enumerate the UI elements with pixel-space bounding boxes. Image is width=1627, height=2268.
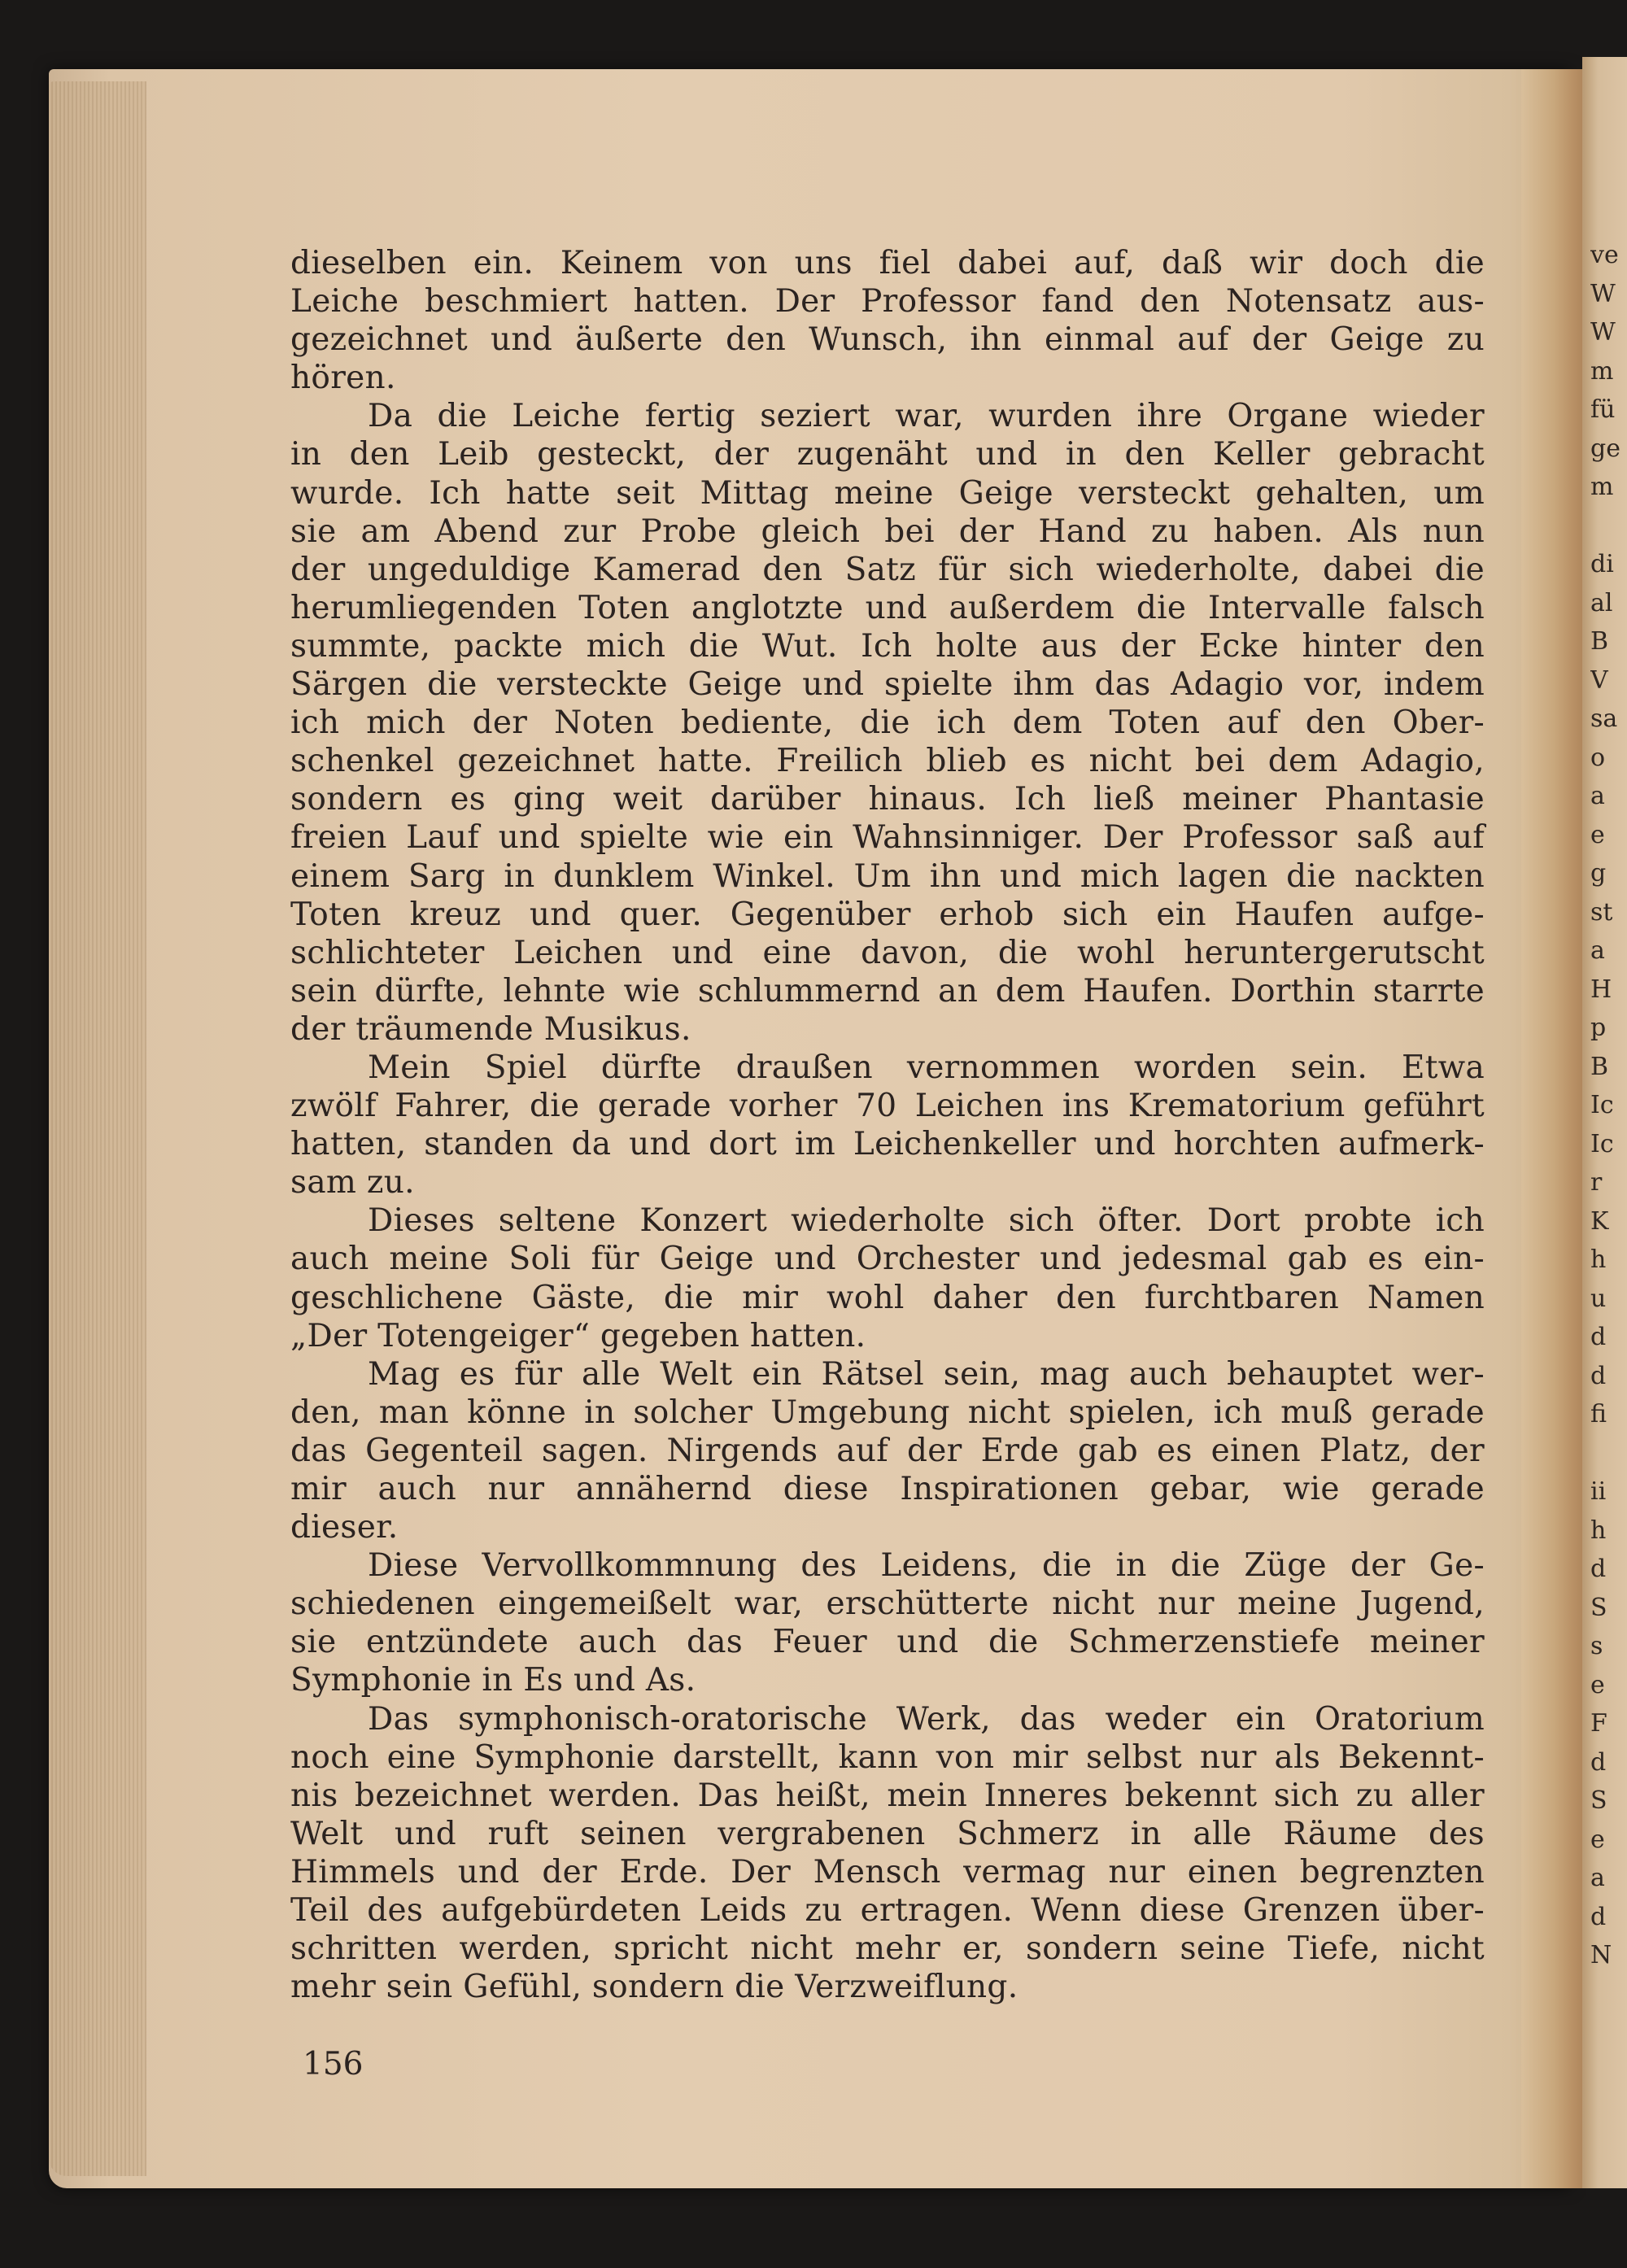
text-line: sam zu. bbox=[290, 1164, 415, 1202]
text-line: der ungeduldige Kamerad den Satz für sich wiederholte, dabei die bbox=[290, 551, 1485, 588]
next-page-fragment: e bbox=[1590, 820, 1605, 849]
text-line: Mein Spiel dürfte draußen vernommen worden sein. Etwa bbox=[368, 1049, 1485, 1086]
next-page-fragment: N bbox=[1590, 1941, 1612, 1969]
next-page-fragment: st bbox=[1590, 897, 1613, 927]
next-page-fragment: p bbox=[1590, 1014, 1607, 1042]
text-line: Särgen die versteckte Geige und spielte ihm das Adagio vor, indem bbox=[290, 666, 1485, 704]
next-page-fragment: S bbox=[1590, 1593, 1607, 1622]
next-page-fragment: h bbox=[1590, 1245, 1607, 1274]
next-page-fragment: r bbox=[1590, 1168, 1603, 1197]
next-page-fragment: h bbox=[1590, 1516, 1607, 1545]
text-line: Symphonie in Es und As. bbox=[290, 1662, 696, 1699]
text-line: das Gegenteil sagen. Nirgends auf der Erde gab es einen Platz, der bbox=[290, 1432, 1485, 1469]
text-line: „Der Totengeiger“ gegeben hatten. bbox=[290, 1317, 866, 1354]
next-page-fragment: e bbox=[1590, 1825, 1605, 1854]
text-line: geschlichene Gäste, die mir wohl daher den furchtbaren Namen bbox=[290, 1279, 1485, 1316]
next-page-fragment: m bbox=[1590, 356, 1614, 386]
next-page-fragment: o bbox=[1590, 743, 1606, 772]
text-line: der träumende Musikus. bbox=[290, 1010, 691, 1048]
text-line: noch eine Symphonie darstellt, kann von mir selbst nur als Bekennt- bbox=[290, 1738, 1485, 1776]
text-line: wurde. Ich hatte seit Mittag meine Geige versteckt gehalten, um bbox=[290, 474, 1485, 512]
next-page-fragment: S bbox=[1590, 1786, 1607, 1815]
next-page-fragment: Ic bbox=[1590, 1091, 1614, 1119]
next-page-text-fragments bbox=[1590, 236, 1627, 1975]
text-line: zwölf Fahrer, die gerade vorher 70 Leichen ins Krematorium geführt bbox=[290, 1088, 1485, 1125]
text-line: Dieses seltene Konzert wiederholte sich öfter. Dort probte ich bbox=[368, 1202, 1485, 1240]
text-line: nis bezeichnet werden. Das heißt, mein Inneres bekennt sich zu aller bbox=[290, 1777, 1485, 1814]
text-line: einem Sarg in dunklem Winkel. Um ihn und mich lagen die nackten bbox=[290, 857, 1485, 895]
text-line: freien Lauf und spielte wie ein Wahnsinniger. Der Professor saß auf bbox=[290, 819, 1485, 857]
next-page-fragment: d bbox=[1590, 1747, 1607, 1777]
next-page-fragment: K bbox=[1590, 1206, 1609, 1236]
next-page-fragment: d bbox=[1590, 1555, 1607, 1583]
next-page-fragment: Ic bbox=[1590, 1129, 1614, 1158]
next-page-fragment: W bbox=[1590, 318, 1616, 347]
next-page-fragment bbox=[1590, 507, 1627, 546]
text-line: sondern es ging weit darüber hinaus. Ich ließ meiner Phantasie bbox=[290, 781, 1485, 818]
text-line: mir auch nur annähernd diese Inspirationen gebar, wie gerade bbox=[290, 1471, 1485, 1507]
next-page-fragment: B bbox=[1590, 1052, 1609, 1081]
next-page-fragment: al bbox=[1590, 588, 1613, 617]
page-number: 156 bbox=[303, 2046, 364, 2083]
next-page-fragment: d bbox=[1590, 1323, 1607, 1351]
text-line: Himmels und der Erde. Der Mensch vermag nur einen begrenzten bbox=[290, 1853, 1485, 1891]
text-line: schritten werden, spricht nicht mehr er, sondern seine Tiefe, nicht bbox=[290, 1930, 1485, 1968]
next-page-fragment: ve bbox=[1590, 241, 1619, 269]
text-line: Welt und ruft seinen vergrabenen Schmerz in alle Räume des bbox=[290, 1815, 1485, 1852]
text-line: ich mich der Noten bediente, die ich dem Toten auf den Ober- bbox=[290, 704, 1485, 742]
next-page-fragment: V bbox=[1590, 665, 1608, 695]
text-line: hören. bbox=[290, 360, 396, 397]
text-line: den, man könne in solcher Umgebung nicht spielen, ich muß gerade bbox=[290, 1394, 1485, 1431]
text-line: summte, packte mich die Wut. Ich holte aus der Ecke hinter den bbox=[290, 627, 1485, 665]
text-line: schenkel gezeichnet hatte. Freilich blieb es nicht bei dem Adagio, bbox=[290, 743, 1485, 780]
next-page-fragment: B bbox=[1590, 627, 1609, 656]
text-line: sie entzündete auch das Feuer und die Schmerzenstiefe meiner bbox=[290, 1624, 1485, 1661]
text-line: dieselben ein. Keinem von uns fiel dabei auf, daß wir doch die bbox=[290, 245, 1485, 281]
text-line: Diese Vervollkommnung des Leidens, die in die Züge der Ge- bbox=[368, 1547, 1485, 1585]
text-line: schlichteter Leichen und eine davon, die wohl heruntergerutscht bbox=[290, 934, 1485, 971]
next-page-fragment: m bbox=[1590, 473, 1614, 501]
next-page-fragment: a bbox=[1590, 936, 1605, 965]
next-page-fragment: ii bbox=[1590, 1477, 1607, 1506]
next-page-fragment: g bbox=[1590, 859, 1607, 888]
text-line: mehr sein Gefühl, sondern die Verzweiflung. bbox=[290, 1969, 1019, 2006]
text-line: sein dürfte, lehnte wie schlummernd an dem Haufen. Dorthin starrte bbox=[290, 972, 1485, 1010]
next-page-fragment bbox=[1590, 1434, 1627, 1473]
next-page-fragment: W bbox=[1590, 279, 1616, 308]
body-text bbox=[290, 244, 1485, 2006]
next-page-fragment: ge bbox=[1590, 434, 1620, 463]
next-page-fragment: e bbox=[1590, 1670, 1605, 1699]
next-page-fragment: sa bbox=[1590, 704, 1618, 733]
text-line: Da die Leiche fertig seziert war, wurden ihre Organe wieder bbox=[368, 398, 1485, 435]
text-line: auch meine Soli für Geige und Orchester und jedesmal gab es ein- bbox=[290, 1241, 1485, 1278]
text-line: Das symphonisch-oratorische Werk, das weder ein Oratorium bbox=[368, 1700, 1485, 1738]
text-line: Toten kreuz und quer. Gegenüber erhob sich ein Haufen aufge- bbox=[290, 896, 1485, 933]
text-line: schiedenen eingemeißelt war, erschütterte nicht nur meine Jugend, bbox=[290, 1585, 1485, 1623]
next-page-fragment: a bbox=[1590, 782, 1605, 810]
next-page-fragment: H bbox=[1590, 975, 1612, 1004]
text-line: in den Leib gesteckt, der zugenäht und in den Keller gebracht bbox=[290, 436, 1485, 473]
next-page-fragment: a bbox=[1590, 1864, 1605, 1892]
next-page-fragment: fi bbox=[1590, 1400, 1607, 1428]
text-line: gezeichnet und äußerte den Wunsch, ihn einmal auf der Geige zu bbox=[290, 321, 1485, 359]
next-page-fragment: d bbox=[1590, 1902, 1607, 1931]
next-page-fragment: di bbox=[1590, 550, 1614, 578]
text-line: dieser. bbox=[290, 1509, 399, 1546]
text-line: Teil des aufgebürdeten Leids zu ertragen. Wenn diese Grenzen über- bbox=[290, 1892, 1485, 1930]
text-line: herumliegenden Toten anglotzte und außerdem die Intervalle falsch bbox=[290, 589, 1485, 626]
next-page-fragment: s bbox=[1590, 1632, 1603, 1660]
page-stack-edges bbox=[49, 81, 146, 2176]
next-page-fragment: fü bbox=[1590, 395, 1616, 424]
text-line: Leiche beschmiert hatten. Der Professor fand den Notensatz aus- bbox=[290, 283, 1485, 321]
text-line: hatten, standen da und dort im Leichenkeller und horchten aufmerk- bbox=[290, 1126, 1485, 1163]
next-page-fragment: d bbox=[1590, 1361, 1607, 1390]
next-page-fragment: F bbox=[1590, 1709, 1607, 1738]
text-line: Mag es für alle Welt ein Rätsel sein, mag auch behauptet wer- bbox=[368, 1355, 1485, 1393]
next-page-fragment: u bbox=[1590, 1284, 1607, 1313]
text-line: sie am Abend zur Probe gleich bei der Hand zu haben. Als nun bbox=[290, 512, 1485, 550]
